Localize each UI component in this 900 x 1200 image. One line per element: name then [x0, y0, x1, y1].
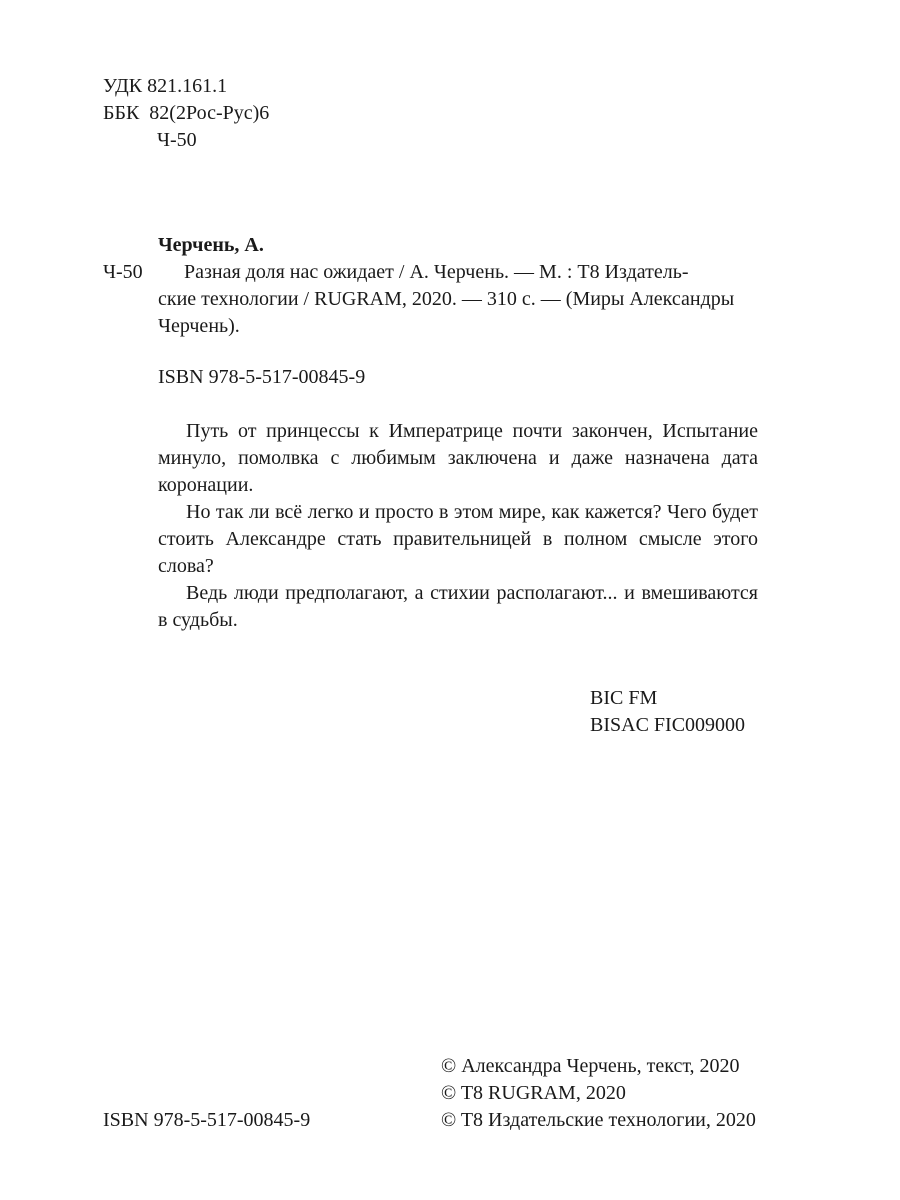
copyright-publisher: © T8 Издательские технологии, 2020 [441, 1109, 756, 1131]
annotation-paragraph-2: Но так ли всё легко и просто в этом мире, как кажется? Чего будет стоить Александре стать правительницей в полном смысле этого слова? [158, 501, 758, 577]
bbk-code: ББК 82(2Рос-Рус)6 [103, 102, 270, 124]
udk-code: УДК 821.161.1 [103, 75, 228, 97]
annotation-paragraph-3: Ведь люди предполагают, а стихии располагают... и вмешиваются в судьбы. [158, 582, 758, 631]
classification-block [103, 73, 269, 154]
author-name: Черчень, А. [158, 234, 264, 256]
copyright-block [441, 1053, 756, 1134]
bibliography-description [158, 259, 758, 340]
bisac-code: BISAC FIC009000 [590, 714, 746, 736]
isbn-line: ISBN 978-5-517-00845-9 [158, 366, 366, 388]
subject-codes [590, 685, 745, 739]
bibliography-line-2: ские технологии / RUGRAM, 2020. — 310 с. — (Миры Александры [158, 288, 735, 310]
bibliography-line-1: Разная доля нас ожидает / А. Черчень. — М. : T8 Издатель- [184, 261, 689, 283]
bic-code: BIC FM [590, 687, 658, 709]
copyright-author: © Александра Черчень, текст, 2020 [441, 1055, 740, 1077]
bibliography-line-3: Черчень). [158, 315, 240, 337]
author-sign-code: Ч-50 [157, 129, 197, 151]
footer-isbn: ISBN 978-5-517-00845-9 [103, 1109, 311, 1131]
annotation-paragraph-1: Путь от принцессы к Императрице почти закончен, Испытание минуло, помолвка с любимым заключена и даже назначена дата коронации. [158, 420, 758, 496]
bibliography-code: Ч-50 [103, 261, 143, 283]
annotation [158, 418, 758, 634]
copyright-rugram: © T8 RUGRAM, 2020 [441, 1082, 626, 1104]
